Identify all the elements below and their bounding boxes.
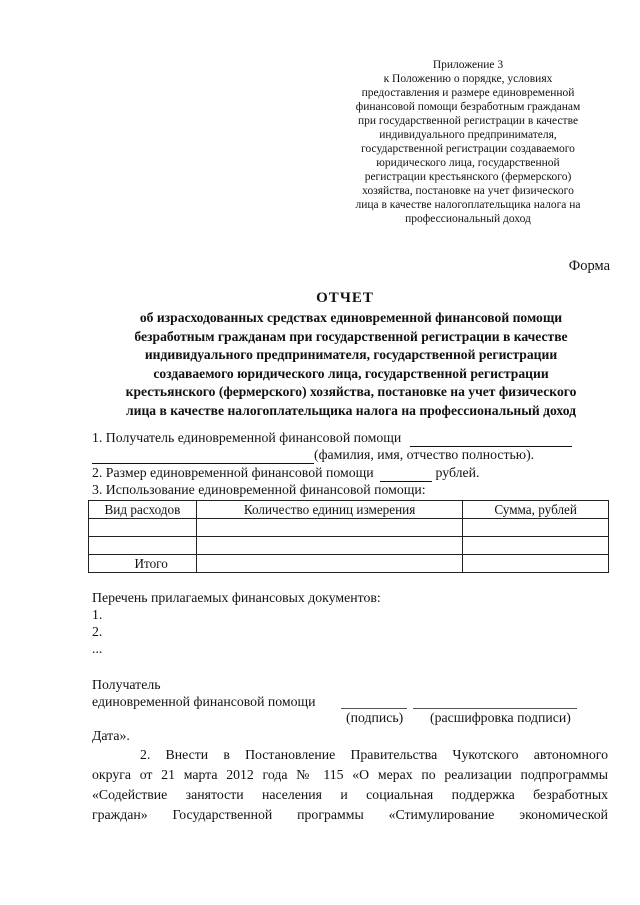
- appendix-line: Приложение 3: [432, 59, 504, 71]
- amount-unit: рублей.: [435, 465, 480, 480]
- recipient-name-field-continued[interactable]: [92, 447, 314, 464]
- paragraph-line: округа от 21 марта 2012 года № 115 «О мерах по реализации подпрограммы: [92, 767, 608, 782]
- table-cell[interactable]: [196, 537, 462, 555]
- docs-item: ...: [92, 641, 103, 656]
- signature-field[interactable]: [341, 708, 407, 709]
- table-cell[interactable]: [196, 519, 462, 537]
- appendix-line: лица в качестве налогоплательщика налога на: [355, 199, 581, 211]
- signature-recipient-line2: единовременной финансовой помощи: [92, 694, 316, 709]
- item-recipient-label: 1. Получатель единовременной финансовой помощи: [92, 430, 402, 445]
- item-recipient-hint-row: [92, 447, 534, 464]
- recipient-name-field[interactable]: [410, 430, 572, 447]
- docs-heading: Перечень прилагаемых финансовых документов:: [92, 590, 381, 605]
- table-row: [89, 519, 609, 537]
- item-recipient: [92, 430, 572, 447]
- report-subtitle: [66, 309, 636, 420]
- appendix-line: предоставления и размере единовременной: [361, 87, 575, 99]
- item-amount: [92, 465, 479, 482]
- appendix-header: [300, 58, 636, 226]
- appendix-line: профессиональный доход: [405, 213, 531, 225]
- column-header-sum: Сумма, рублей: [463, 501, 609, 519]
- subtitle-line: об израсходованных средствах единовременной финансовой помощи: [139, 310, 563, 325]
- appendix-line: при государственной регистрации в качестве: [357, 115, 579, 127]
- paragraph-line: граждан» Государственной программы «Стимулирование экономической: [92, 807, 608, 822]
- signature-label: (подпись): [346, 710, 404, 725]
- subtitle-line: крестьянского (фермерского) хозяйства, постановке на учет физического: [125, 384, 577, 399]
- appendix-line: регистрации крестьянского (фермерского): [364, 171, 572, 183]
- table-cell[interactable]: [89, 519, 197, 537]
- docs-item: 1.: [92, 607, 103, 622]
- column-header-units: Количество единиц измерения: [196, 501, 462, 519]
- paragraph-line: 2. Внести в Постановление Правительства Чукотского автономного: [140, 747, 608, 762]
- report-title: ОТЧЕТ: [316, 290, 374, 306]
- appendix-line: к Положению о порядке, условиях: [383, 73, 553, 85]
- table-cell[interactable]: [463, 519, 609, 537]
- table-total-row: [89, 555, 609, 573]
- signature-decode-field[interactable]: [413, 708, 577, 709]
- form-label: Форма: [568, 258, 610, 274]
- table-cell[interactable]: [463, 555, 609, 573]
- appendix-line: финансовой помощи безработным гражданам: [355, 101, 581, 113]
- item-usage: 3. Использование единовременной финансовой помощи:: [92, 482, 426, 497]
- expenses-table: [88, 500, 609, 573]
- subtitle-line: лица в качестве налогоплательщика налога на профессиональный доход: [125, 402, 576, 418]
- signature-decode-label: (расшифровка подписи): [430, 710, 571, 725]
- subtitle-line: безработным гражданам при государственной регистрации в качестве: [134, 328, 568, 344]
- appendix-line: юридического лица, государственной: [376, 157, 560, 169]
- table-header-row: [89, 501, 609, 519]
- item-amount-label: 2. Размер единовременной финансовой помощи: [92, 465, 374, 480]
- appendix-line: индивидуального предпринимателя,: [379, 129, 557, 141]
- appendix-line: хозяйства, постановке на учет физического: [362, 185, 574, 197]
- subtitle-line: создаваемого юридического лица, государственной регистрации: [153, 365, 549, 381]
- body-paragraph: [92, 745, 608, 825]
- date-label: Дата».: [92, 728, 130, 743]
- signature-recipient-line1: Получатель: [92, 677, 161, 692]
- appendix-line: государственной регистрации создаваемого: [361, 143, 575, 155]
- paragraph-line: «Содействие занятости населения и социальная поддержка безработных: [92, 787, 608, 802]
- amount-field[interactable]: [380, 465, 432, 482]
- docs-item: 2.: [92, 624, 103, 639]
- table-cell[interactable]: [89, 537, 197, 555]
- column-header-expense-type: Вид расходов: [89, 501, 197, 519]
- table-cell[interactable]: [463, 537, 609, 555]
- table-row: [89, 537, 609, 555]
- subtitle-line: индивидуального предпринимателя, государственной регистрации: [144, 347, 558, 362]
- recipient-name-hint: (фамилия, имя, отчество полностью).: [314, 447, 535, 462]
- table-cell[interactable]: [196, 555, 462, 573]
- total-label: Итого: [89, 555, 197, 573]
